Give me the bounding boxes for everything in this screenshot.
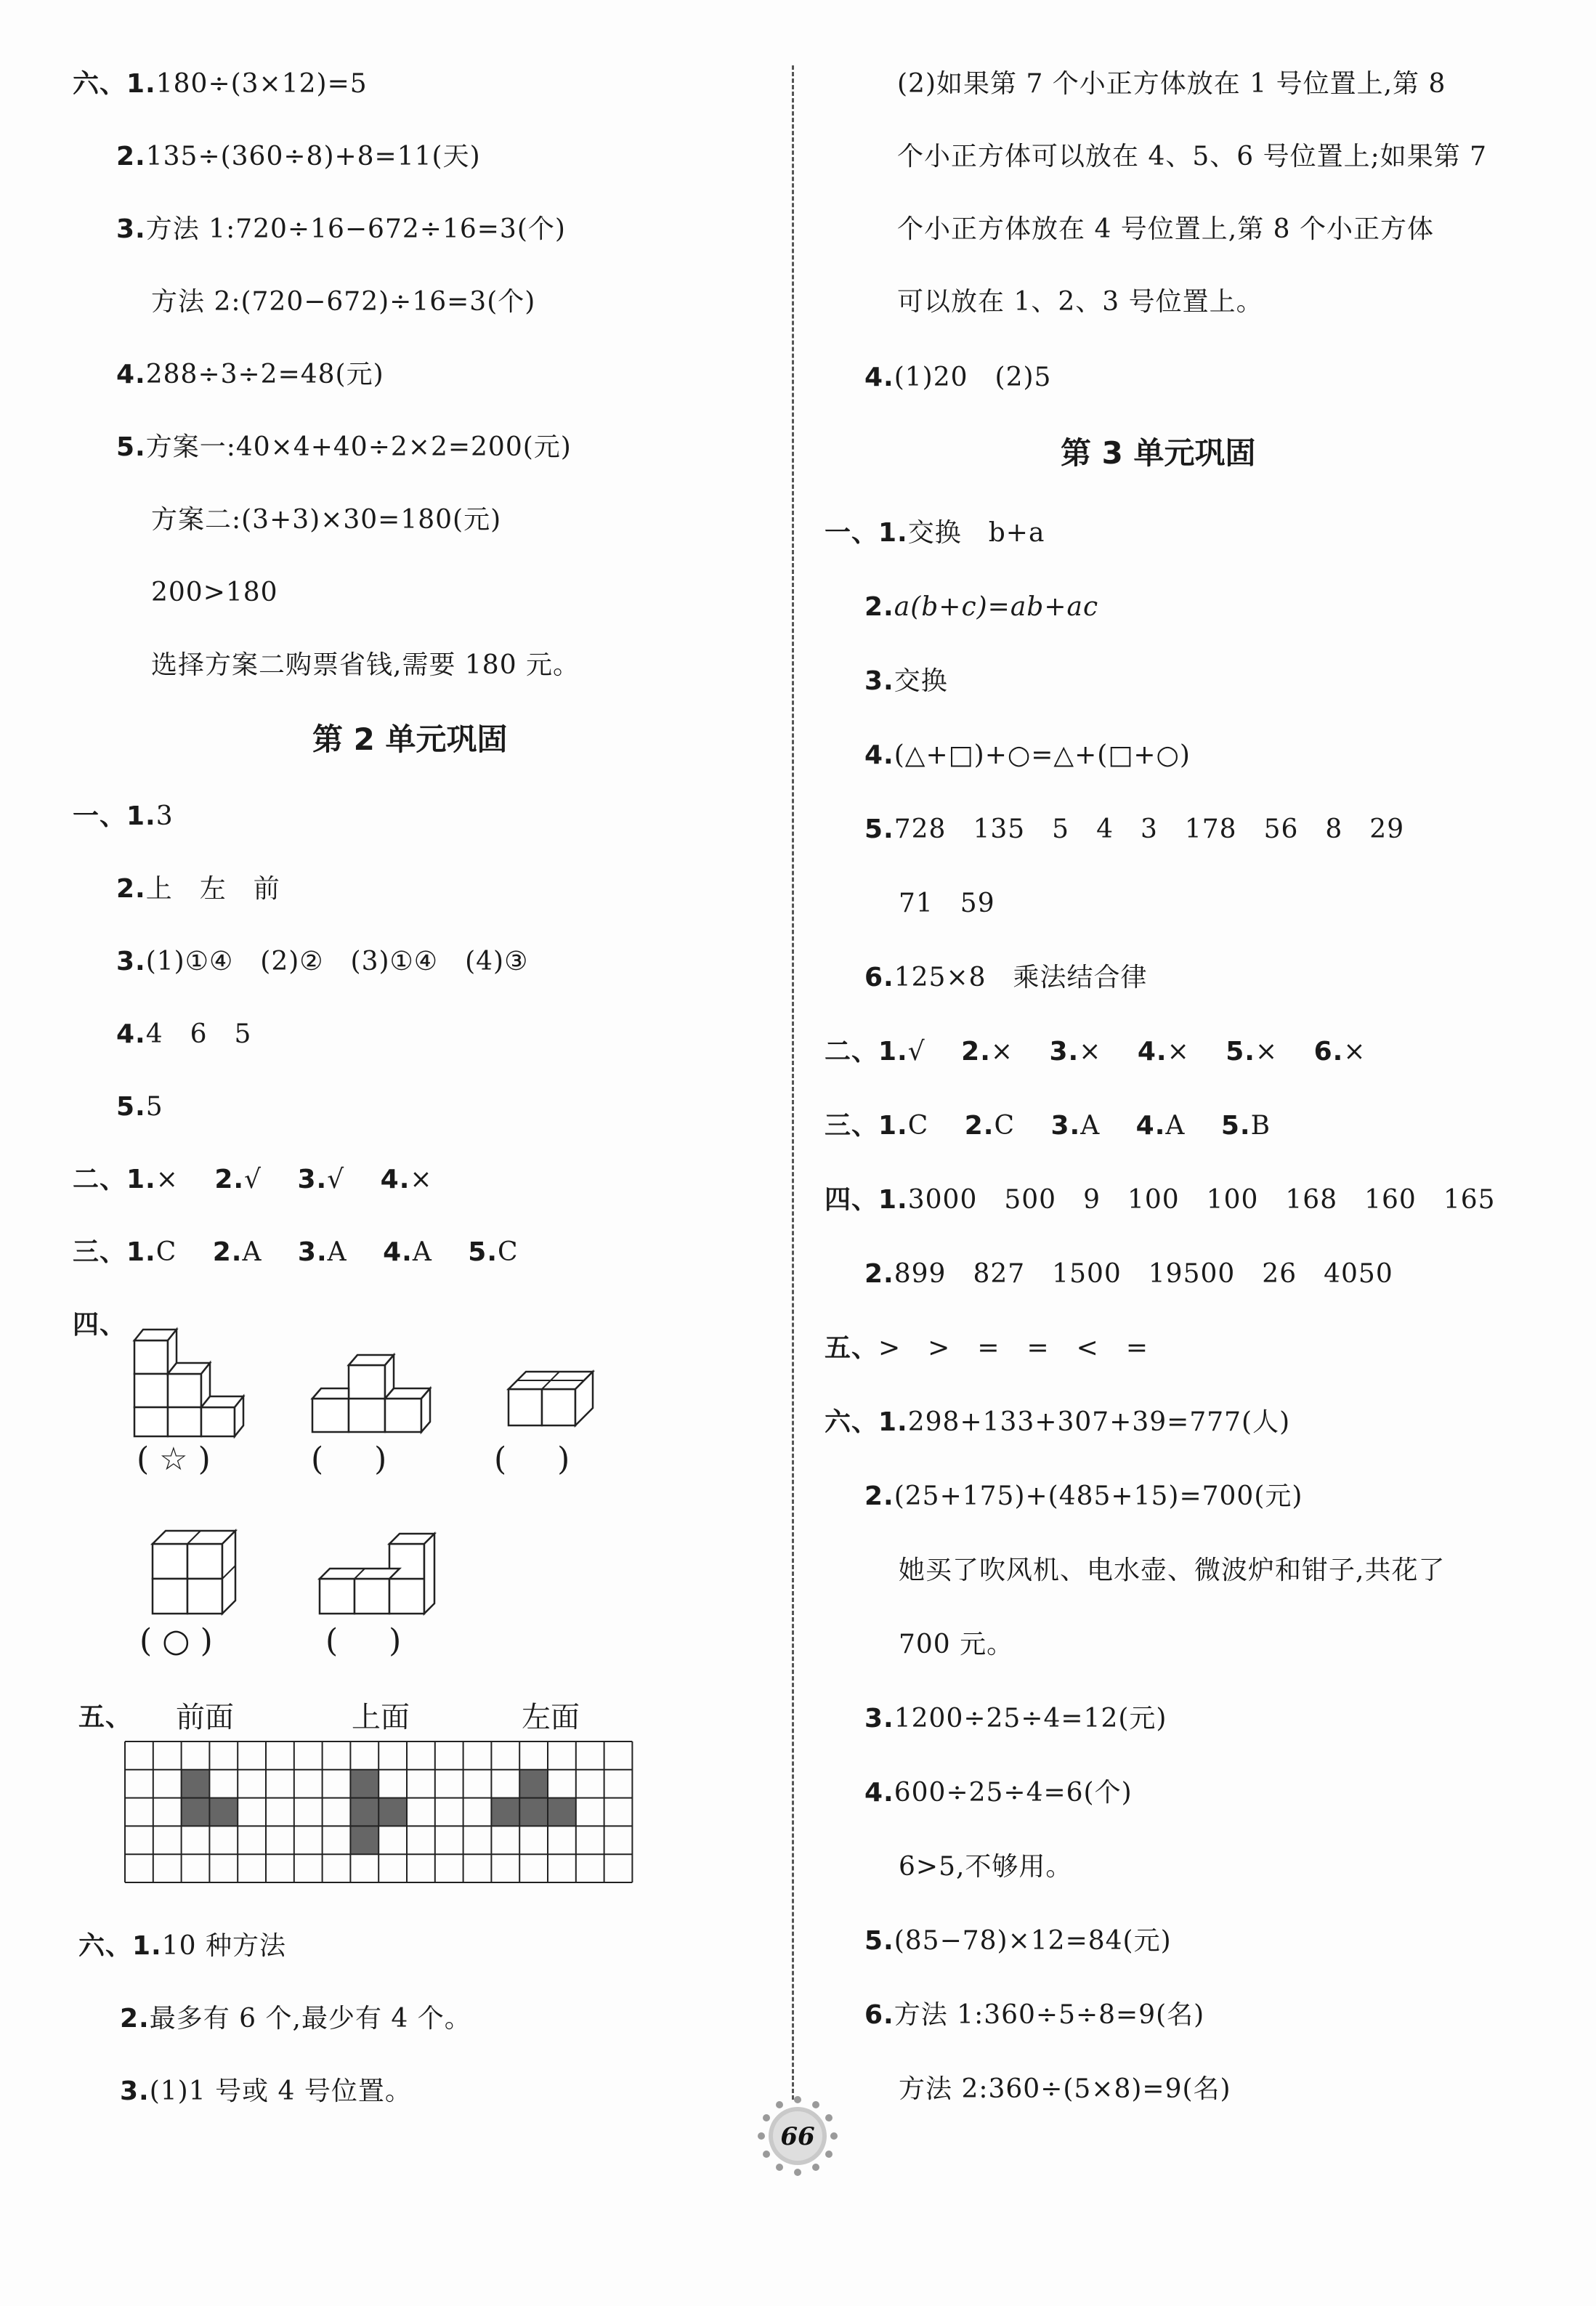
answer-line: 她买了吹风机、电水壶、微波炉和钳子,共花了 [899,1555,1446,1585]
page-number-badge [754,2092,841,2180]
cube-figure-2 [305,1348,443,1439]
answer-line: 3.1200÷25÷4=12(元) [864,1704,1167,1733]
answer-line: 4.(1)20 (2)5 [864,363,1052,392]
answer-line: 2.899 827 1500 19500 26 4050 [864,1259,1393,1289]
figure-4-answer: ( ○ ) [139,1622,213,1659]
answer-line: 三、1.C 2.A 3.A 4.A 5.C [73,1237,519,1267]
view-label-top: 上面 [352,1701,410,1734]
answer-line: 一、1.3 [73,801,174,831]
answer-line: 5.728 135 5 4 3 178 56 8 29 [864,814,1405,844]
shaded-cell [350,1770,378,1798]
shaded-cell [548,1798,576,1826]
answer-line: 6>5,不够用。 [899,1852,1073,1882]
answer-line: 3.交换 [864,666,948,696]
answer-line: 一、1.交换 b+a [825,518,1045,548]
shaded-cell [350,1826,378,1854]
figure-3-answer: ( ) [494,1441,570,1478]
shaded-cell [182,1770,210,1798]
cube-figure-1 [127,1315,258,1439]
answer-line: 5.方案一:40×4+40÷2×2=200(元) [116,432,572,462]
section-heading-unit-2: 第 2 单元巩固 [312,721,508,757]
answer-line: 4.600÷25÷4=6(个) [864,1778,1133,1808]
cube-figure-3 [501,1366,610,1439]
answer-line: 2.a(b+c)=ab+ac [864,592,1099,622]
answer-line: 四、1.3000 500 9 100 100 168 160 165 [825,1185,1496,1215]
column-divider [792,65,794,2100]
answer-line: 4.(△+□)+○=△+(□+○) [864,740,1191,770]
answer-line: 六、1.298+133+307+39=777(人) [825,1407,1291,1437]
cube-figure-5 [312,1522,450,1624]
answer-line: 选择方案二购票省钱,需要 180 元。 [151,650,580,680]
section-4-label: 四、 [73,1310,127,1340]
figure-5-answer: ( ) [325,1622,402,1659]
answer-line: 4.4 6 5 [116,1019,252,1049]
shaded-cell [519,1770,548,1798]
answer-line: 200>180 [151,578,278,607]
answer-line: 方案二:(3+3)×30=180(元) [151,505,502,535]
shaded-cell [378,1798,407,1826]
answer-line: 3.(1)①④ (2)② (3)①④ (4)③ [116,947,529,976]
answer-line: 方法 2:(720−672)÷16=3(个) [151,287,536,317]
answer-line: 5.(85−78)×12=84(元) [864,1926,1172,1956]
answer-line: 个小正方体放在 4 号位置上,第 8 个小正方体 [897,214,1435,244]
answer-line: 五、> > = = < = [825,1333,1149,1363]
figure-2-answer: ( ) [311,1441,387,1478]
view-label-front: 前面 [176,1701,234,1734]
answer-line: 2.(25+175)+(485+15)=700(元) [864,1481,1303,1511]
answer-line: 2.135÷(360÷8)+8=11(天) [116,142,481,171]
shaded-cell [519,1798,548,1826]
answer-line: 6.方法 1:360÷5÷8=9(名) [864,2000,1205,2030]
section-heading-unit-3: 第 3 单元巩固 [1061,435,1256,471]
answer-line: 六、1.180÷(3×12)=5 [73,69,368,99]
shaded-cell [350,1798,378,1826]
view-label-left: 左面 [522,1701,580,1734]
answer-line: 700 元。 [899,1630,1014,1659]
view-grid [123,1740,639,1893]
answer-line: 6.125×8 乘法结合律 [864,963,1148,992]
answer-line: 个小正方体可以放在 4、5、6 号位置上;如果第 7 [897,142,1488,171]
figure-1-answer: ( ☆ ) [137,1441,211,1478]
answer-line: (2)如果第 7 个小正方体放在 1 号位置上,第 8 [897,69,1446,99]
cube-figure-4 [145,1522,247,1624]
answer-line: 5.5 [116,1092,163,1122]
page-number: 66 [780,2122,815,2151]
section-5-label: 五、 [78,1702,133,1732]
answer-line: 可以放在 1、2、3 号位置上。 [897,287,1263,317]
answer-line: 方法 2:360÷(5×8)=9(名) [899,2074,1231,2104]
answer-line: 71 59 [899,889,995,918]
shaded-cell [491,1798,519,1826]
shaded-cell [182,1798,210,1826]
answer-line: 三、1.C 2.C 3.A 4.A 5.B [825,1111,1271,1141]
answer-line: 二、1.× 2.√ 3.√ 4.× [73,1165,433,1194]
answer-line: 2.上 左 前 [116,874,280,904]
answer-line: 4.288÷3÷2=48(元) [116,360,384,389]
answer-line: 六、1.10 种方法 [78,1931,286,1961]
answer-line: 二、1.√ 2.× 3.× 4.× 5.× 6.× [825,1037,1366,1067]
shaded-cell [209,1798,238,1826]
answer-line: 3.方法 1:720÷16−672÷16=3(个) [116,214,566,244]
answer-line: 2.最多有 6 个,最少有 4 个。 [120,2004,471,2034]
answer-line: 3.(1)1 号或 4 号位置。 [120,2076,412,2106]
